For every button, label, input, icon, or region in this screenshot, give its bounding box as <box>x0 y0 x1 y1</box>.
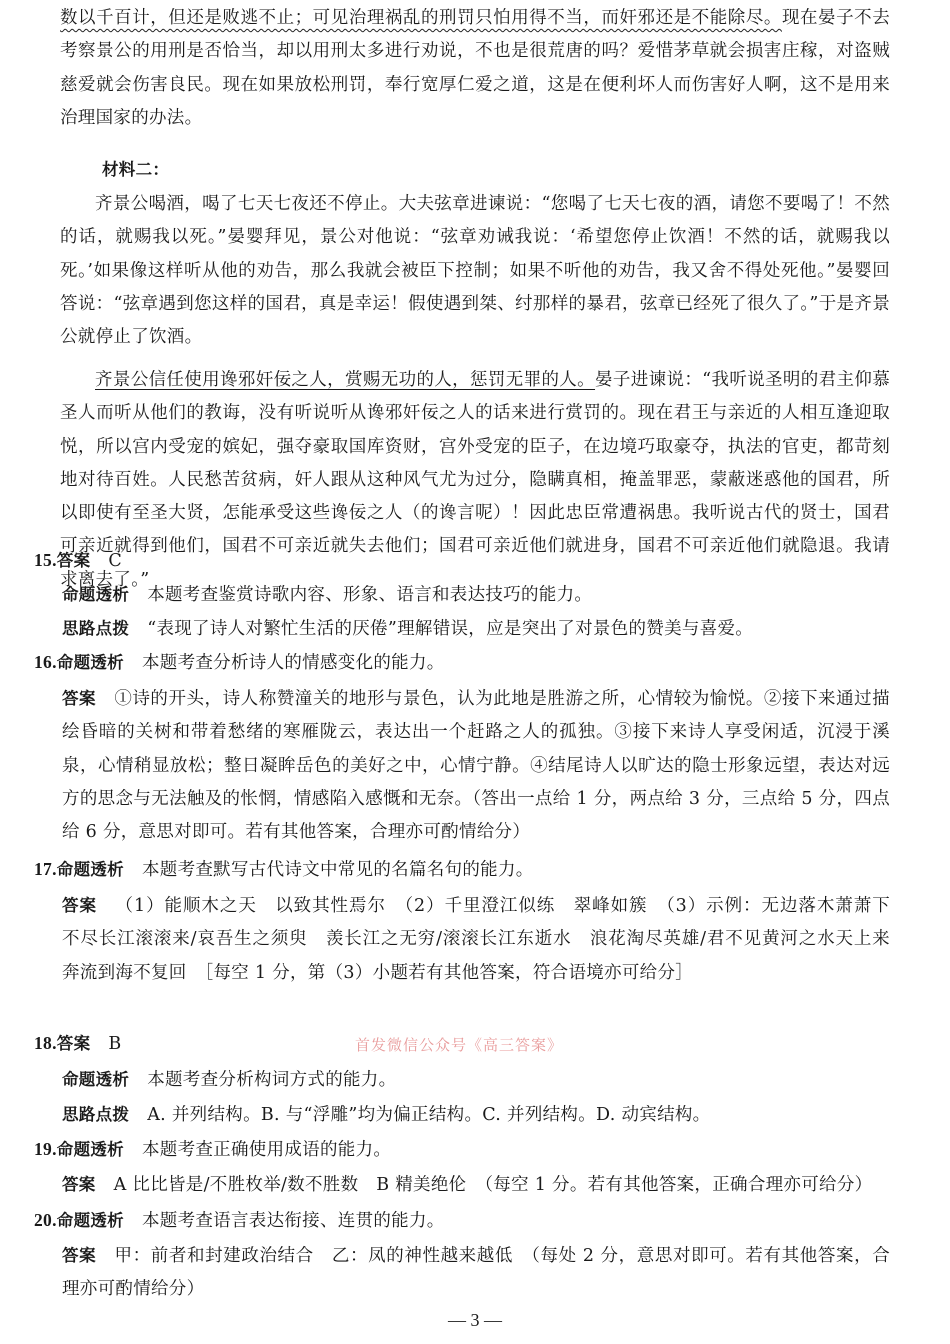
analysis-label: 命题透析 <box>56 1211 124 1230</box>
question-20-analysis-row <box>34 1204 864 1238</box>
tip-text: “表现了诗人对繁忙生活的厌倦”理解错误，应是突出了对景色的赞美与喜爱。 <box>147 619 754 639</box>
analysis-text: 本题考查默写古代诗文中常见的名篇名句的能力。 <box>141 860 534 880</box>
analysis-text: 本题考查正确使用成语的能力。 <box>141 1140 392 1160</box>
answer-label: 答案 <box>62 689 97 708</box>
analysis-text: 本题考查鉴赏诗歌内容、形象、语言和表达技巧的能力。 <box>147 585 593 605</box>
analysis-label: 命题透析 <box>62 1070 130 1089</box>
underlined-text: 齐景公信任使用谗邪奸佞之人，赏赐无功的人，惩罚无罪的人。 <box>95 370 596 390</box>
wavy-underlined-text: 数以千百计，但还是败逃不止；可见治理祸乱的刑罚只怕用得不当，而奸邪还是不能除尽。 <box>60 8 782 28</box>
tip-label: 思路点拨 <box>62 1105 130 1124</box>
question-19-analysis-row <box>34 1133 864 1167</box>
analysis-label: 命题透析 <box>62 585 130 604</box>
analysis-label: 命题透析 <box>56 1140 124 1159</box>
question-17-answer-paragraph <box>62 889 908 990</box>
question-18-analysis-row <box>62 1063 890 1097</box>
analysis-text: 本题考查语言表达衔接、连贯的能力。 <box>141 1211 445 1231</box>
paragraph-text: 现在晏子不去考察景公的用刑是否恰当，却以用刑太多进行劝说，不也是很荒唐的吗？爱惜茅草就会损害庄稼，对盗贼慈爱就会伤害良民。现在如果放松刑罚，奉行宽厚仁爱之道，这是在便利坏人而伤害好人啊，这不是用来治理国家的办法。 <box>60 8 890 128</box>
answer-text: A 比比皆是/不胜枚举/数不胜数 B 精美绝伦 （每空 1 分。若有其他答案，正确合理亦可给分） <box>113 1175 873 1195</box>
question-15-answer-row <box>34 544 864 578</box>
answer-label: 答案 <box>62 1175 96 1194</box>
question-number: 19. <box>34 1139 57 1159</box>
analysis-text: 本题考查分析诗人的情感变化的能力。 <box>141 653 445 673</box>
answer-text: ①诗的开头，诗人称赞潼关的地形与景色，认为此地是胜游之所，心情较为愉悦。②接下来通过描绘昏暗的关树和带着愁绪的寒雁陇云，表达出一个赶路之人的孤独。③接下来诗人享受闲适，沉浸于溪泉，心情稍显放松；整日凝眸岳色的美好之中，心情宁静。④结尾诗人以旷达的隐士形象远望，表达对远方的思念与无法触及的怅惘，情感陷入感慨和无奈。（答出一点给 1 分，两点给 3 分，三点给 5 分，四点给 6 分，意思对即可。若有其他答案，合理亦可酌情给分） <box>62 689 890 843</box>
answer-value: C <box>108 551 123 571</box>
analysis-text: 本题考查分析构词方式的能力。 <box>147 1070 397 1090</box>
material1-conclusion-paragraph <box>60 2 890 135</box>
question-15-analysis-row <box>62 578 890 612</box>
question-16-analysis-row <box>34 646 864 680</box>
answer-label: 答案 <box>62 896 97 915</box>
question-number: 18. <box>34 1033 57 1053</box>
question-18-answer-row <box>34 1027 864 1061</box>
analysis-label: 命题透析 <box>56 653 124 672</box>
answer-label: 答案 <box>62 1246 97 1265</box>
question-15-tip-row <box>62 612 890 646</box>
material2-paragraph-1: 齐景公喝酒，喝了七天七夜还不停止。大夫弦章进谏说：“您喝了七天七夜的酒，请您不要喝了！不然的话，就赐我以死。”晏婴拜见，景公对他说：“弦章劝诫我说：‘希望您停止饮酒！不然的话，就赐我以死。’如果像这样听从他的劝告，那么我就会被臣下控制；如果不听他的劝告，我又舍不得处死他。”晏婴回答说：“弦章遇到您这样的国君，真是幸运！假使遇到桀、纣那样的暴君，弦章已经死了很久了。”于是齐景公就停止了饮酒。 <box>60 194 890 348</box>
question-18-tip-row <box>62 1098 890 1132</box>
question-17-analysis-row <box>34 853 864 887</box>
tip-label: 思路点拨 <box>62 619 130 638</box>
question-number: 20. <box>34 1210 57 1230</box>
question-number: 16. <box>34 652 57 672</box>
analysis-label: 命题透析 <box>56 860 124 879</box>
question-number: 17. <box>34 859 57 879</box>
material2-heading: 材料二： <box>102 160 170 179</box>
question-number: 15. <box>34 550 57 570</box>
question-20-answer-paragraph <box>62 1239 890 1307</box>
watermark-text: 首发微信公众号《高三答案》 <box>355 1036 564 1054</box>
tip-text: A. 并列结构。B. 与“浮雕”均为偏正结构。C. 并列结构。D. 动宾结构。 <box>147 1105 711 1125</box>
answer-label: 答案 <box>56 1034 91 1053</box>
answer-text: （1）能顺木之天 以致其性焉尔 （2）千里澄江似练 翠峰如簇 （3）示例：无边落木萧萧下 不尽长江滚滚来/哀吾生之须臾 羡长江之无穷/滚滚长江东逝水 浪花淘尽英雄/君不见黄河之水天上来 奔流到海不复回 ［每空 1 分，第（3）小题若有其他答案，符合语境亦可给分］ <box>62 896 908 983</box>
answer-label: 答案 <box>56 551 91 570</box>
question-19-answer-row <box>62 1168 890 1202</box>
paragraph-text: 晏子进谏说：“我听说圣明的君主仰慕圣人而听从他们的教诲，没有听说听从谗邪奸佞之人的话来进行赏罚的。现在君王与亲近的人相互逢迎取悦，所以宫内受宠的嫔妃，强夺豪取国库资财，宫外受宠的臣子，在边境巧取豪夺，执法的官吏，都苛刻地对待百姓。人民愁苦贫病，奸人跟从这种风气尤为过分，隐瞒真相，掩盖罪恶，蒙蔽迷惑他的国君，所以即使有至圣大贤，怎能承受这些谗佞之人（的谗言呢）！因此忠臣常遭祸患。我听说古代的贤士，国君可亲近就得到他们，国君不可亲近就失去他们；国君可亲近他们就进身，国君不可亲近他们就隐退。我请求离去了。” <box>60 370 891 590</box>
answer-value: B <box>108 1034 122 1054</box>
question-16-answer-paragraph <box>62 682 890 849</box>
answer-text: 甲：前者和封建政治结合 乙：凤的神性越来越低 （每处 2 分，意思对即可。若有其他答案，合理亦可酌情给分） <box>62 1246 890 1300</box>
page-number: — 3 — <box>448 1310 502 1330</box>
